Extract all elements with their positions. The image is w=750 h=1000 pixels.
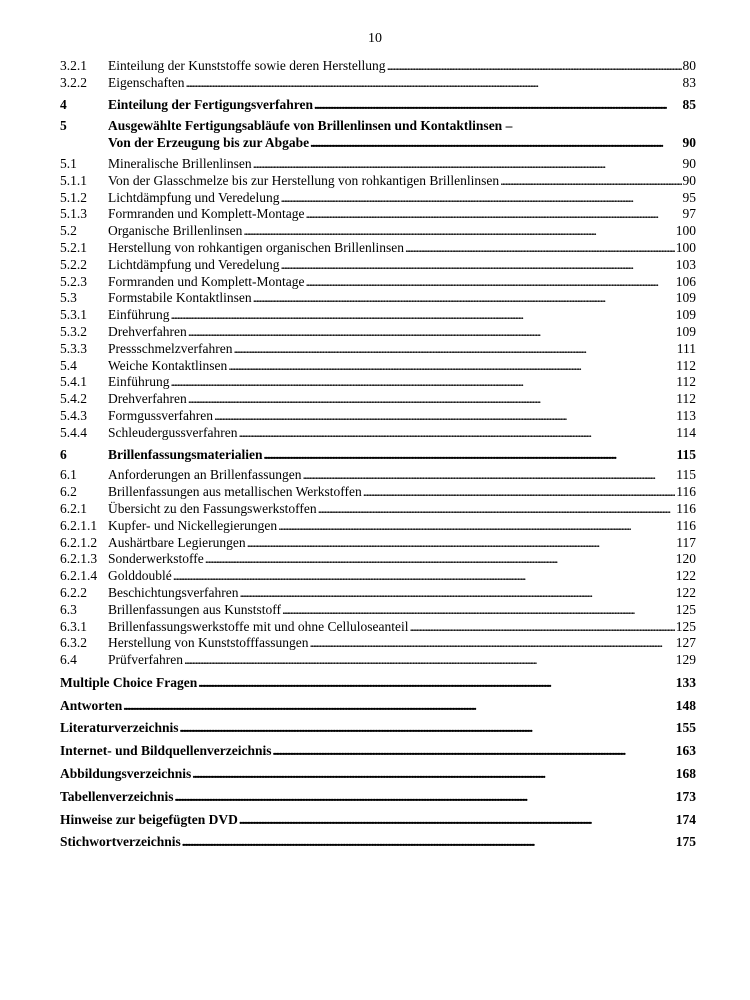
entry-number: 5.2 [60,223,77,239]
entry-title: Von der Erzeugung bis zur Abgabe [108,135,310,151]
entry-number: 5.2.2 [60,256,87,272]
entry-title: Einteilung der Fertigungsverfahren [108,96,313,112]
leader-dots [280,257,674,274]
toc-entry [60,551,696,568]
leader-dots [185,75,681,92]
entry-title: Einführung [108,307,170,323]
leader-dots [309,635,674,652]
toc-entry [60,173,696,190]
leader-dots [282,602,675,619]
entry-page: 122 [675,584,696,600]
entry-title-line1: Ausgewählte Fertigungsabläufe von Brillenlinsen und Kontaktlinsen – [108,118,513,134]
entry-title: Drehverfahren [108,391,187,407]
toc-entry [60,206,696,223]
entry-number: 6.2 [60,484,77,500]
toc-entry [60,190,696,207]
entry-title: Brillenfassungsmaterialien [108,446,263,462]
leader-dots [253,290,675,307]
entry-page: 125 [675,618,696,634]
leader-dots [247,535,676,552]
toc-entry [60,518,696,535]
entry-title: Literaturverzeichnis [60,720,179,736]
entry-page: 90 [682,135,696,151]
toc-backmatter [60,812,696,829]
toc-entry [60,223,696,240]
entry-page: 85 [682,96,696,112]
toc-entry [60,391,696,408]
entry-title: Anforderungen an Brillenfassungen [108,467,302,483]
entry-title: Hinweise zur beigefügten DVD [60,811,238,827]
entry-number: 5.3 [60,290,77,306]
toc-entry [60,619,696,636]
entry-page: 127 [675,635,696,651]
entry-page: 117 [676,534,696,550]
leader-dots [243,223,674,240]
entry-number: 6.2.2 [60,584,87,600]
toc-entry [60,652,696,669]
entry-title: Brillenfassungswerkstoffe mit und ohne Celluloseanteil [108,618,409,634]
entry-title: Formgussverfahren [108,407,213,423]
toc-backmatter [60,720,696,737]
entry-page: 106 [675,273,696,289]
table-of-contents [60,58,696,856]
leader-dots [171,374,676,391]
entry-page: 120 [675,551,696,567]
toc-entry [60,568,696,585]
entry-number: 6.2.1.2 [60,534,98,550]
entry-number: 6.3 [60,601,77,617]
entry-number: 6.3.2 [60,635,87,651]
page-number: 10 [368,31,382,46]
entry-title: Formstabile Kontaktlinsen [108,290,252,306]
toc-entry [60,484,696,501]
leader-dots [238,425,675,442]
leader-dots [318,501,676,518]
toc-entry [60,358,696,375]
toc-entry [60,341,696,358]
entry-title: Antworten [60,697,123,713]
entry-number: 3.2.2 [60,74,87,90]
leader-dots [192,766,674,783]
entry-number: 6.2.1 [60,500,87,516]
entry-title: Brillenfassungen aus Kunststoff [108,601,281,617]
toc-entry [60,535,696,552]
entry-title: Formranden und Komplett-Montage [108,206,305,222]
entry-number: 5.3.1 [60,307,87,323]
leader-dots [280,190,681,207]
leader-dots [405,240,675,257]
entry-title: Tabellenverzeichnis [60,788,174,804]
entry-page: 95 [682,189,696,205]
toc-backmatter [60,766,696,783]
entry-page: 122 [675,568,696,584]
entry-title: Herstellung von rohkantigen organischen Brillenlinsen [108,239,404,255]
entry-number: 5 [60,118,67,134]
entry-number: 5.1.1 [60,172,87,188]
leader-dots [239,812,675,829]
entry-page: 114 [676,424,696,440]
entry-title: Eigenschaften [108,74,185,90]
leader-dots [173,568,675,585]
toc-backmatter [60,743,696,760]
entry-page: 109 [675,323,696,339]
entry-title: Übersicht zu den Fassungswerkstoffen [108,500,317,516]
entry-number: 5.4.2 [60,391,87,407]
entry-title: Beschichtungsverfahren [108,584,239,600]
leader-dots [302,467,675,484]
entry-title: Pressschmelzverfahren [108,340,233,356]
leader-dots [239,585,674,602]
leader-dots [264,447,676,464]
entry-number: 6.3.1 [60,618,87,634]
entry-page: 174 [675,811,696,827]
leader-dots [198,675,675,692]
leader-dots [305,206,681,223]
leader-dots [314,97,682,114]
toc-chapter [60,118,696,152]
leader-dots [184,652,675,669]
entry-page: 100 [675,223,696,239]
entry-page: 80 [682,58,696,73]
entry-title: Golddoublé [108,568,172,584]
entry-page: 90 [682,155,696,171]
toc-entry [60,257,696,274]
entry-page: 112 [676,391,696,407]
entry-number: 6 [60,446,67,462]
toc-entry [60,58,696,75]
toc-entry [60,408,696,425]
entry-title: Abbildungsverzeichnis [60,766,192,782]
toc-backmatter [60,675,696,692]
entry-number: 6.2.1.1 [60,517,98,533]
entry-title: Schleudergussverfahren [108,424,238,440]
entry-number: 5.1.2 [60,189,87,205]
entry-page: 116 [676,500,696,516]
toc-backmatter [60,698,696,715]
toc-entry [60,75,696,92]
entry-title: Kupfer- und Nickellegierungen [108,517,278,533]
entry-page: 115 [676,446,696,462]
entry-number: 3.2.1 [60,58,87,73]
entry-title: Einführung [108,374,170,390]
entry-page: 111 [676,340,696,356]
entry-number: 5.1.3 [60,206,87,222]
entry-page: 112 [676,357,696,373]
entry-page: 116 [676,517,696,533]
leader-dots [188,324,675,341]
entry-title: Herstellung von Kunststofffassungen [108,635,309,651]
leader-dots [171,307,675,324]
leader-dots [228,358,675,375]
entry-page: 163 [675,743,696,759]
entry-number: 6.2.1.4 [60,568,98,584]
leader-dots [278,518,675,535]
entry-page: 100 [675,239,696,255]
entry-page: 112 [676,374,696,390]
entry-title: Formranden und Komplett-Montage [108,273,305,289]
entry-title: Multiple Choice Fragen [60,674,198,690]
leader-dots [273,743,675,760]
entry-page: 97 [682,206,696,222]
entry-number: 5.4.1 [60,374,87,390]
entry-title: Stichwortverzeichnis [60,834,181,850]
entry-number: 6.4 [60,652,77,668]
toc-entry [60,156,696,173]
entry-title: Internet- und Bildquellenverzeichnis [60,743,272,759]
toc-entry [60,585,696,602]
entry-page: 103 [675,256,696,272]
entry-page: 155 [675,720,696,736]
leader-dots [214,408,675,425]
entry-title: Von der Glasschmelze bis zur Herstellung von rohkantigen Brillenlinsen [108,172,500,188]
entry-page: 148 [675,697,696,713]
entry-page: 113 [676,407,696,423]
toc-chapter [60,447,696,464]
entry-page: 109 [675,290,696,306]
toc-entry [60,467,696,484]
entry-title: Lichtdämpfung und Veredelung [108,256,280,272]
toc-entry [60,635,696,652]
entry-title: Einteilung der Kunststoffe sowie deren Herstellung [108,58,386,73]
entry-number: 5.2.3 [60,273,87,289]
leader-dots [205,551,675,568]
entry-page: 116 [676,484,696,500]
leader-dots [253,156,682,173]
entry-title: Aushärtbare Legierungen [108,534,246,550]
toc-entry [60,425,696,442]
entry-title: Mineralische Brillenlinsen [108,155,252,171]
toc-entry [60,374,696,391]
leader-dots [123,698,675,715]
entry-page: 129 [675,652,696,668]
leader-dots [310,135,681,152]
entry-title: Sonderwerkstoffe [108,551,204,567]
leader-dots [175,789,675,806]
entry-page: 125 [675,601,696,617]
toc-entry [60,274,696,291]
toc-entry [60,602,696,619]
toc-chapter [60,97,696,114]
entry-number: 5.1 [60,155,77,171]
entry-number: 5.4.4 [60,424,87,440]
entry-number: 5.3.2 [60,323,87,339]
toc-entry [60,290,696,307]
entry-number: 5.2.1 [60,239,87,255]
entry-number: 5.3.3 [60,340,87,356]
entry-page: 175 [675,834,696,850]
leader-dots [188,391,676,408]
entry-number: 4 [60,96,67,112]
entry-title: Lichtdämpfung und Veredelung [108,189,280,205]
entry-title: Drehverfahren [108,323,187,339]
entry-page: 133 [675,674,696,690]
entry-title: Brillenfassungen aus metallischen Werkstoffen [108,484,362,500]
entry-page: 90 [682,172,696,188]
entry-number: 5.4.3 [60,407,87,423]
entry-page: 83 [682,74,696,90]
entry-title: Organische Brillenlinsen [108,223,243,239]
leader-dots [500,173,681,190]
toc-backmatter [60,789,696,806]
entry-number: 5.4 [60,357,77,373]
leader-dots [387,58,682,75]
entry-page: 173 [675,788,696,804]
leader-dots [409,619,674,636]
toc-entry [60,240,696,257]
leader-dots [233,341,675,358]
entry-page: 168 [675,766,696,782]
leader-dots [305,274,674,291]
entry-title: Prüfverfahren [108,652,183,668]
entry-page: 109 [675,307,696,323]
toc-entry [60,324,696,341]
entry-page: 115 [676,467,696,483]
toc-entry [60,307,696,324]
entry-title: Weiche Kontaktlinsen [108,357,228,373]
toc-backmatter [60,834,696,851]
leader-dots [363,484,676,501]
leader-dots [179,720,674,737]
leader-dots [182,834,675,851]
toc-entry [60,501,696,518]
entry-number: 6.2.1.3 [60,551,98,567]
entry-number: 6.1 [60,467,77,483]
